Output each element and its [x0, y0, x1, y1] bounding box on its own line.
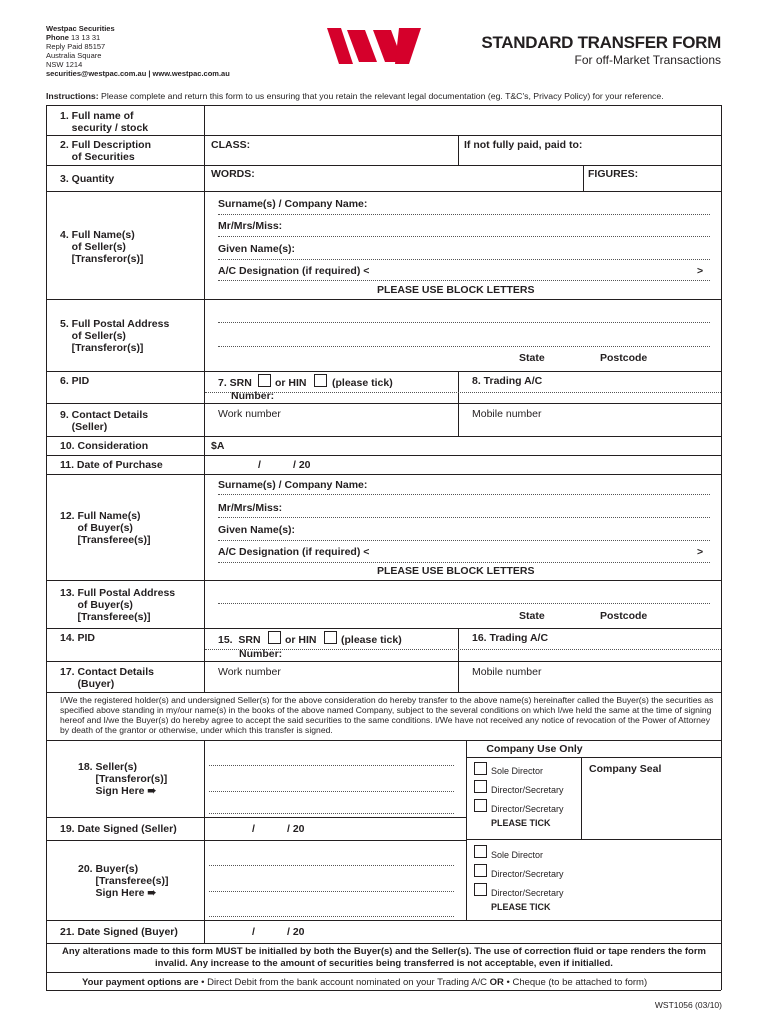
- page-subtitle: For off-Market Transactions: [574, 53, 721, 67]
- label-buyer-contact: 17. Contact Details (Buyer): [60, 666, 154, 690]
- row-line: [46, 455, 721, 456]
- security-name-field[interactable]: [206, 106, 720, 134]
- payment-option-cheque: • Cheque (to be attached to form): [506, 977, 648, 988]
- seller-number-field[interactable]: Number:: [231, 390, 275, 402]
- block-letters-note: PLEASE USE BLOCK LETTERS: [377, 565, 535, 577]
- cell-divider: [466, 740, 467, 920]
- label-description: 2. Full Description of Securities: [60, 139, 152, 163]
- row-line: [46, 135, 721, 136]
- dotted-line: [218, 562, 710, 563]
- seller-mobile-number-field[interactable]: Mobile number: [472, 408, 542, 420]
- buyer-title-field[interactable]: Mr/Mrs/Miss:: [218, 502, 283, 514]
- buyer-address-field[interactable]: [206, 585, 720, 607]
- consideration-field[interactable]: $A: [211, 440, 225, 452]
- seller-please-tick: PLEASE TICK: [491, 818, 551, 828]
- page-title: STANDARD TRANSFER FORM: [481, 33, 721, 52]
- form-border-right: [721, 105, 722, 943]
- label-seller-sign: 18. Seller(s) [Transferor(s)] Sign Here ➠: [78, 761, 168, 797]
- buyer-trading-ac-field[interactable]: 16. Trading A/C: [472, 632, 549, 644]
- date-signed-seller-field[interactable]: / / 20: [252, 823, 305, 835]
- buyer-director-secretary-checkbox-1[interactable]: [474, 864, 487, 877]
- buyer-mobile-number-field[interactable]: Mobile number: [472, 666, 542, 678]
- row-line: [205, 649, 721, 650]
- dotted-line: [218, 236, 710, 237]
- buyer-number-field[interactable]: Number:: [239, 648, 283, 660]
- seller-sole-director-label: Sole Director: [491, 766, 544, 776]
- seller-postcode-field[interactable]: Postcode: [600, 352, 648, 364]
- label-security-name: 1. Full name of security / stock: [60, 110, 149, 134]
- hin-checkbox-seller[interactable]: [314, 374, 327, 387]
- row-line: [466, 839, 721, 840]
- label-consideration: 10. Consideration: [60, 440, 149, 452]
- seller-director-secretary-label-2: Director/Secretary: [491, 804, 564, 814]
- payment-options: [82, 977, 647, 988]
- label-seller-name: 4. Full Name(s) of Seller(s) [Transferor(s)]: [60, 229, 144, 265]
- srn-checkbox-seller[interactable]: [258, 374, 271, 387]
- class-field[interactable]: CLASS:: [211, 139, 251, 151]
- ac-close-bracket: >: [697, 265, 704, 277]
- hin-checkbox-buyer[interactable]: [324, 631, 337, 644]
- row-line: [46, 943, 721, 944]
- company-seal-label: Company Seal: [589, 763, 662, 775]
- buyer-state-field[interactable]: State: [519, 610, 545, 622]
- buyer-surname-field[interactable]: Surname(s) / Company Name:: [218, 479, 368, 491]
- seller-given-names-field[interactable]: Given Name(s):: [218, 243, 296, 255]
- cell-divider: [458, 371, 459, 436]
- phone-number: 13 13 31: [71, 33, 101, 42]
- declaration-text: I/We the registered holder(s) and undersigned Seller(s) for the above consideration do hereby transfer to the above name(s) hereinafter called the Buyer(s) the securities as specified above standing in my/our name(s) in the books of the above named Company, subject to the several conditions on which I/we held the same at the time of signing hereof and I/we the Buyer(s) do hereby agree to accept the said securities to the same conditions. I/We have not received any notice of revocation of the Power of Attorney by death of the grantor or otherwise, under which this transfer is signed.: [60, 695, 714, 735]
- dotted-line: [218, 214, 710, 215]
- buyer-signature-field[interactable]: [206, 845, 464, 917]
- instructions-label: Instructions:: [46, 91, 99, 101]
- quantity-figures-field[interactable]: FIGURES:: [588, 168, 639, 180]
- dotted-line: [218, 280, 710, 281]
- label-date-signed-buyer: 21. Date Signed (Buyer): [60, 926, 178, 938]
- label-date-purchase: 11. Date of Purchase: [60, 459, 163, 471]
- row-line: [466, 757, 721, 758]
- buyer-sole-director-label: Sole Director: [491, 850, 544, 860]
- row-line: [46, 990, 721, 991]
- form-border-right: [721, 943, 722, 990]
- seller-work-number-field[interactable]: Work number: [218, 408, 281, 420]
- block-letters-note: PLEASE USE BLOCK LETTERS: [377, 284, 535, 296]
- dotted-line: [218, 259, 710, 260]
- row-line: [46, 692, 721, 693]
- cell-divider: [458, 135, 459, 165]
- buyer-director-secretary-label-2: Director/Secretary: [491, 888, 564, 898]
- label-buyer-sign: 20. Buyer(s) [Transferee(s)] Sign Here ➠: [78, 863, 169, 899]
- address-line-2: Australia Square: [46, 51, 102, 60]
- row-line: [46, 165, 721, 166]
- label-seller-contact: 9. Contact Details (Seller): [60, 409, 149, 433]
- seller-director-secretary-checkbox-2[interactable]: [474, 799, 487, 812]
- row-line: [46, 972, 721, 973]
- form-code: WST1056 (03/10): [654, 1000, 722, 1010]
- label-hin-buyer: or HIN: [285, 634, 317, 646]
- date-signed-buyer-field[interactable]: / / 20: [252, 926, 305, 938]
- please-tick-seller: (please tick): [332, 377, 393, 389]
- phone-label: Phone: [46, 33, 69, 42]
- row-line: [46, 628, 721, 629]
- row-line: [46, 817, 466, 818]
- row-line: [46, 403, 721, 404]
- label-srn-buyer: 15. SRN: [218, 634, 261, 646]
- row-line: [46, 580, 721, 581]
- instructions-text: Please complete and return this form to us ensuring that you retain the relevant legal documentation (eg. T&C's, Privacy Policy) for your reference.: [101, 91, 664, 101]
- seller-director-secretary-label-1: Director/Secretary: [491, 785, 564, 795]
- westpac-logo-icon: [327, 26, 423, 66]
- buyer-director-secretary-label-1: Director/Secretary: [491, 869, 564, 879]
- label-pid-seller: 6. PID: [60, 375, 90, 387]
- buyer-ac-designation-field[interactable]: A/C Designation (if required) <: [218, 546, 370, 558]
- cell-divider: [583, 165, 584, 191]
- row-line: [46, 436, 721, 437]
- seller-state-field[interactable]: State: [519, 352, 545, 364]
- ac-close-bracket: >: [697, 546, 704, 558]
- dotted-line: [218, 517, 710, 518]
- row-line: [46, 740, 721, 741]
- buyer-please-tick: PLEASE TICK: [491, 902, 551, 912]
- seller-ac-designation-field[interactable]: A/C Designation (if required) <: [218, 265, 370, 277]
- buyer-work-number-field[interactable]: Work number: [218, 666, 281, 678]
- alterations-notice: Any alterations made to this form MUST be initialled by both the Buyer(s) and the Seller(s). The use of correction fluid or tape renders the form invalid. Any increase to the amount of securities being transferred is not acceptable, even if initialled.: [62, 946, 706, 969]
- row-line: [205, 392, 721, 393]
- row-line: [46, 474, 721, 475]
- label-quantity: 3. Quantity: [60, 173, 115, 185]
- row-line: [46, 191, 721, 192]
- label-hin-seller: or HIN: [275, 377, 307, 389]
- please-tick-buyer: (please tick): [341, 634, 402, 646]
- seller-trading-ac-field[interactable]: 8. Trading A/C: [472, 375, 543, 387]
- seller-sole-director-checkbox[interactable]: [474, 762, 487, 775]
- cell-divider: [581, 757, 582, 839]
- contact-line: securities@westpac.com.au | www.westpac.com.au: [46, 69, 230, 78]
- payment-label: Your payment options are: [82, 977, 199, 988]
- dotted-line: [218, 494, 710, 495]
- label-date-signed-seller: 19. Date Signed (Seller): [60, 823, 177, 835]
- buyer-director-secretary-checkbox-2[interactable]: [474, 883, 487, 896]
- label-srn-seller: 7. SRN: [218, 377, 252, 389]
- payment-option-direct-debit: • Direct Debit from the bank account nominated on your Trading A/C: [201, 977, 487, 988]
- cell-divider: [458, 628, 459, 692]
- seller-title-field[interactable]: Mr/Mrs/Miss:: [218, 220, 283, 232]
- srn-checkbox-buyer[interactable]: [268, 631, 281, 644]
- row-line: [46, 920, 721, 921]
- payment-or: OR: [489, 977, 504, 988]
- buyer-given-names-field[interactable]: Given Name(s):: [218, 524, 296, 536]
- column-divider: [204, 105, 205, 692]
- seller-signature-field[interactable]: [206, 745, 464, 815]
- row-line: [46, 299, 721, 300]
- column-divider-lower: [204, 740, 205, 943]
- label-seller-address: 5. Full Postal Address of Seller(s) [Transferor(s)]: [60, 318, 170, 354]
- row-line: [46, 840, 466, 841]
- seller-surname-field[interactable]: Surname(s) / Company Name:: [218, 198, 368, 210]
- buyer-postcode-field[interactable]: Postcode: [600, 610, 648, 622]
- quantity-words-field[interactable]: WORDS:: [211, 168, 255, 180]
- date-purchase-field[interactable]: / / 20: [258, 459, 311, 471]
- instructions: [46, 91, 664, 101]
- dotted-line: [218, 540, 710, 541]
- company-name: Westpac Securities: [46, 24, 115, 33]
- seller-director-secretary-checkbox-1[interactable]: [474, 780, 487, 793]
- label-buyer-address: 13. Full Postal Address of Buyer(s) [Transferee(s)]: [60, 587, 176, 623]
- buyer-sole-director-checkbox[interactable]: [474, 845, 487, 858]
- seller-address-field[interactable]: [206, 305, 720, 347]
- label-buyer-name: 12. Full Name(s) of Buyer(s) [Transferee(s)]: [60, 510, 151, 546]
- company-use-only-label: Company Use Only: [486, 743, 583, 755]
- row-line: [46, 661, 721, 662]
- not-fully-paid-field[interactable]: If not fully paid, paid to:: [464, 139, 583, 151]
- row-line: [46, 371, 721, 372]
- address-line-1: Reply Paid 85157: [46, 42, 106, 51]
- address-line-3: NSW 1214: [46, 60, 83, 69]
- label-pid-buyer: 14. PID: [60, 632, 96, 644]
- form-border-left: [46, 943, 47, 990]
